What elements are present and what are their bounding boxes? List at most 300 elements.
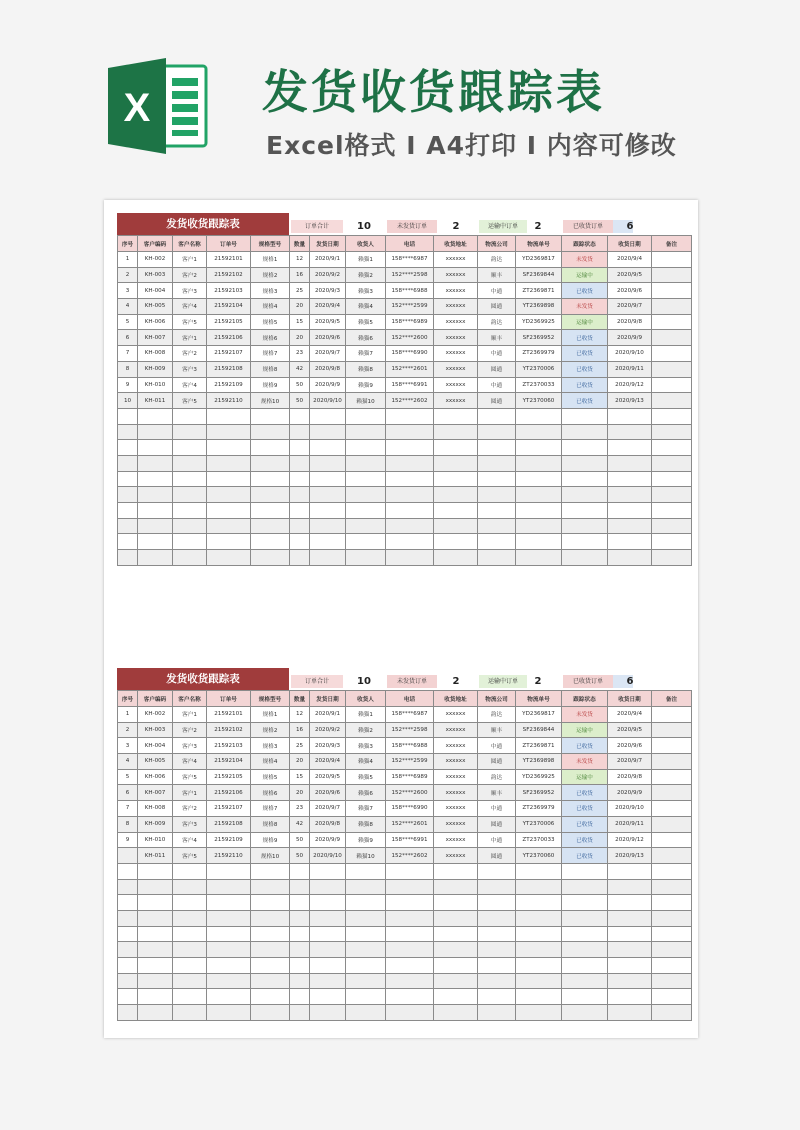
table-cell: 中通 [478,832,516,848]
empty-cell [652,471,692,487]
table-cell: 客户2 [173,722,207,738]
empty-cell [138,471,173,487]
table-cell: 20 [290,330,310,346]
table-cell: xxxxxx [434,393,478,409]
empty-cell [608,910,652,926]
empty-cell [290,958,310,974]
table-cell: 2020/9/8 [310,816,346,832]
table-cell: KH-009 [138,816,173,832]
empty-cell [173,942,207,958]
status-cell: 未发货 [562,754,608,770]
empty-cell [652,455,692,471]
empty-cell [290,518,310,534]
status-cell: 未发货 [562,252,608,268]
table-cell: 2020/9/3 [310,283,346,299]
table-cell: SF2369844 [516,267,562,283]
received-orders-value: 6 [626,676,634,687]
table-cell [652,252,692,268]
table-cell: 客户1 [173,707,207,723]
table-cell: ZT2369979 [516,801,562,817]
table-cell: 客户3 [173,283,207,299]
empty-cell [608,879,652,895]
table-cell: 2020/9/9 [310,832,346,848]
empty-cell [346,942,386,958]
table-cell: 赖猫8 [346,816,386,832]
empty-cell [478,958,516,974]
empty-cell [118,926,138,942]
table-cell: KH-011 [138,848,173,864]
empty-cell [386,534,434,550]
empty-cell [516,910,562,926]
empty-cell [562,440,608,456]
empty-cell [434,487,478,503]
table-cell: 2020/9/8 [608,769,652,785]
column-header: 收货人 [346,236,386,252]
empty-cell [173,958,207,974]
total-orders-value: 10 [357,221,371,232]
table-cell: 3 [118,738,138,754]
empty-cell [207,455,251,471]
table-cell: 2020/9/7 [310,801,346,817]
empty-row [118,471,692,487]
summary-bar [117,668,691,690]
table-cell: SF2369952 [516,330,562,346]
table-cell: 152****2602 [386,848,434,864]
table-cell: 中通 [478,377,516,393]
table-cell: 规格1 [251,707,290,723]
table-row [118,299,692,315]
empty-cell [434,879,478,895]
table-cell: ZT2369979 [516,346,562,362]
empty-cell [346,863,386,879]
status-cell: 已收货 [562,346,608,362]
empty-cell [173,926,207,942]
empty-cell [310,958,346,974]
empty-cell [562,518,608,534]
empty-cell [562,879,608,895]
table-cell: 韵达 [478,314,516,330]
table-cell: KH-005 [138,299,173,315]
empty-cell [608,424,652,440]
table-cell: 中通 [478,801,516,817]
table-cell: 10 [118,393,138,409]
table-cell: 规格4 [251,754,290,770]
column-header: 规格型号 [251,236,290,252]
empty-cell [310,863,346,879]
empty-cell [251,471,290,487]
empty-cell [346,973,386,989]
empty-cell [173,550,207,566]
empty-cell [346,550,386,566]
empty-cell [608,471,652,487]
empty-cell [290,503,310,519]
empty-cell [207,471,251,487]
column-header: 客户名称 [173,236,207,252]
column-header: 电话 [386,236,434,252]
table-cell: KH-005 [138,754,173,770]
empty-cell [516,534,562,550]
table-cell: xxxxxx [434,252,478,268]
column-header: 订单号 [207,236,251,252]
table-cell: 152****2602 [386,393,434,409]
table-cell: 158****6991 [386,377,434,393]
empty-row [118,942,692,958]
empty-cell [310,440,346,456]
table-cell: 21592103 [207,283,251,299]
table-cell: 圆通 [478,299,516,315]
empty-cell [434,534,478,550]
empty-cell [478,440,516,456]
empty-row [118,487,692,503]
empty-cell [173,863,207,879]
table-cell: xxxxxx [434,722,478,738]
empty-cell [118,455,138,471]
table-cell [118,848,138,864]
empty-cell [251,958,290,974]
empty-cell [173,471,207,487]
table-row [118,722,692,738]
table-cell: xxxxxx [434,785,478,801]
empty-cell [138,926,173,942]
empty-cell [652,550,692,566]
empty-cell [478,1005,516,1021]
table-row [118,848,692,864]
table-cell: 客户3 [173,361,207,377]
empty-cell [290,440,310,456]
empty-cell [652,424,692,440]
status-cell: 已收货 [562,801,608,817]
empty-cell [251,550,290,566]
empty-cell [516,503,562,519]
empty-cell [386,440,434,456]
table-cell: 20 [290,754,310,770]
table-cell [652,832,692,848]
status-cell: 运输中 [562,314,608,330]
table-cell: 21592104 [207,754,251,770]
empty-cell [290,1005,310,1021]
empty-cell [386,879,434,895]
empty-cell [251,989,290,1005]
empty-cell [138,424,173,440]
empty-row [118,503,692,519]
empty-cell [608,518,652,534]
empty-cell [652,1005,692,1021]
column-header: 电话 [386,691,434,707]
table-cell: 21592101 [207,707,251,723]
column-header: 物流公司 [478,691,516,707]
table-cell: 客户4 [173,832,207,848]
table-cell: 规格3 [251,738,290,754]
table-cell: 赖猫2 [346,267,386,283]
table-cell: 2 [118,722,138,738]
table-cell: 赖猫10 [346,848,386,864]
empty-cell [118,863,138,879]
table-cell: 赖猫9 [346,832,386,848]
table-cell: 赖猫6 [346,330,386,346]
empty-cell [118,440,138,456]
table-cell: 158****6989 [386,314,434,330]
empty-cell [346,534,386,550]
table-cell: 圆通 [478,361,516,377]
empty-cell [652,895,692,911]
table-cell: ZT2370033 [516,377,562,393]
column-header: 序号 [118,691,138,707]
status-cell: 已收货 [562,785,608,801]
table-cell: 中通 [478,738,516,754]
table-cell: 50 [290,377,310,393]
table-cell: xxxxxx [434,267,478,283]
empty-cell [310,973,346,989]
empty-cell [346,879,386,895]
table-cell: 2020/9/8 [608,314,652,330]
column-header: 跟踪状态 [562,691,608,707]
table-cell: 赖猫4 [346,754,386,770]
empty-cell [478,534,516,550]
empty-cell [118,879,138,895]
table-cell [652,816,692,832]
table-cell: 2020/9/2 [310,267,346,283]
table-cell [652,283,692,299]
empty-cell [251,424,290,440]
empty-cell [386,550,434,566]
empty-cell [310,408,346,424]
table-cell: 152****2599 [386,299,434,315]
table-cell: 2020/9/13 [608,848,652,864]
empty-cell [562,926,608,942]
column-header: 物流单号 [516,691,562,707]
empty-cell [207,942,251,958]
empty-cell [516,550,562,566]
empty-cell [207,408,251,424]
table-cell: 8 [118,816,138,832]
table-cell: 赖猫4 [346,299,386,315]
tracking-table [117,235,692,566]
empty-cell [652,958,692,974]
empty-row [118,910,692,926]
table-cell: 2020/9/13 [608,393,652,409]
empty-cell [562,1005,608,1021]
pending-orders-label: 未发货订单 [387,675,437,688]
table-cell: 规格5 [251,314,290,330]
table-cell: 2020/9/9 [608,785,652,801]
table-cell [652,707,692,723]
empty-cell [562,942,608,958]
table-cell: 客户3 [173,738,207,754]
empty-cell [290,895,310,911]
empty-cell [652,408,692,424]
empty-cell [516,926,562,942]
empty-cell [434,408,478,424]
table-cell: 25 [290,738,310,754]
empty-cell [310,926,346,942]
empty-cell [310,534,346,550]
empty-cell [138,1005,173,1021]
empty-cell [434,424,478,440]
table-cell: 2020/9/9 [310,377,346,393]
table-cell [652,769,692,785]
table-cell: 2020/9/6 [608,738,652,754]
empty-row [118,879,692,895]
table-cell: 客户5 [173,769,207,785]
empty-cell [251,503,290,519]
empty-cell [346,518,386,534]
table-cell: xxxxxx [434,283,478,299]
table-row [118,267,692,283]
table-cell: 15 [290,314,310,330]
table-cell: xxxxxx [434,801,478,817]
empty-cell [118,958,138,974]
empty-cell [434,863,478,879]
empty-row [118,534,692,550]
table-cell: 9 [118,832,138,848]
table-cell: KH-011 [138,393,173,409]
table-cell: 规格2 [251,722,290,738]
empty-cell [251,534,290,550]
empty-cell [562,424,608,440]
column-header: 数量 [290,691,310,707]
table-cell: 7 [118,346,138,362]
empty-cell [434,973,478,989]
transit-orders-label: 运输中订单 [479,220,527,233]
table-row [118,346,692,362]
empty-cell [118,424,138,440]
table-cell: YD2369925 [516,769,562,785]
empty-cell [478,487,516,503]
table-cell: YT2369898 [516,754,562,770]
table-cell: 2020/9/4 [608,252,652,268]
table-cell: 158****6987 [386,707,434,723]
empty-cell [478,926,516,942]
empty-cell [251,879,290,895]
table-cell: 152****2600 [386,785,434,801]
empty-cell [608,550,652,566]
table-cell [652,738,692,754]
table-cell: 2020/9/8 [310,361,346,377]
table-cell: 韵达 [478,769,516,785]
empty-cell [138,408,173,424]
column-header: 发货日期 [310,236,346,252]
column-header: 发货日期 [310,691,346,707]
table-cell: 50 [290,848,310,864]
table-cell: 2020/9/5 [310,314,346,330]
empty-cell [562,503,608,519]
empty-cell [207,910,251,926]
table-cell: 规格10 [251,393,290,409]
table-cell: 6 [118,785,138,801]
column-header: 规格型号 [251,691,290,707]
empty-cell [118,534,138,550]
column-header: 收货日期 [608,691,652,707]
empty-cell [478,518,516,534]
table-cell [652,267,692,283]
pending-orders-value: 2 [452,221,460,232]
table-cell: KH-007 [138,330,173,346]
empty-cell [207,973,251,989]
table-cell: YD2369925 [516,314,562,330]
table-cell: xxxxxx [434,848,478,864]
empty-cell [346,989,386,1005]
table-cell: 5 [118,314,138,330]
table-cell: KH-007 [138,785,173,801]
table-cell: KH-003 [138,722,173,738]
table-cell: xxxxxx [434,738,478,754]
empty-cell [562,910,608,926]
total-orders-value: 10 [357,676,371,687]
empty-row [118,958,692,974]
empty-cell [516,471,562,487]
empty-cell [652,942,692,958]
table-cell: 2020/9/4 [310,299,346,315]
table-cell: 圆通 [478,816,516,832]
table-cell: 1 [118,252,138,268]
table-cell: 152****2598 [386,267,434,283]
column-header: 订单号 [207,691,251,707]
empty-cell [173,910,207,926]
empty-cell [386,518,434,534]
table-cell: 21592101 [207,252,251,268]
empty-cell [478,989,516,1005]
empty-cell [478,424,516,440]
empty-cell [516,408,562,424]
table-cell: 顺丰 [478,267,516,283]
table-cell: 圆通 [478,754,516,770]
column-header: 客户编码 [138,236,173,252]
logo-letter: X [123,86,151,130]
empty-cell [310,550,346,566]
table-cell: 152****2599 [386,754,434,770]
table-cell: 规格7 [251,801,290,817]
table-cell: 顺丰 [478,330,516,346]
table-cell: 规格7 [251,346,290,362]
status-cell: 已收货 [562,738,608,754]
table-cell: 16 [290,267,310,283]
status-cell: 已收货 [562,832,608,848]
table-cell: 客户2 [173,346,207,362]
empty-cell [207,550,251,566]
table-cell: xxxxxx [434,299,478,315]
empty-cell [608,973,652,989]
column-header: 客户名称 [173,691,207,707]
empty-cell [251,926,290,942]
empty-cell [608,534,652,550]
table-cell: 21592109 [207,377,251,393]
empty-cell [386,910,434,926]
empty-cell [118,942,138,958]
table-cell: 21592110 [207,393,251,409]
table-cell: 20 [290,785,310,801]
table-cell: YT2370006 [516,816,562,832]
empty-cell [310,503,346,519]
empty-cell [290,863,310,879]
table-cell: KH-010 [138,832,173,848]
empty-cell [251,455,290,471]
empty-cell [138,550,173,566]
table-cell: xxxxxx [434,769,478,785]
empty-cell [138,455,173,471]
empty-row [118,440,692,456]
empty-cell [173,879,207,895]
empty-cell [478,550,516,566]
table-cell: KH-006 [138,314,173,330]
empty-cell [310,942,346,958]
table-cell: 2020/9/3 [310,738,346,754]
table-cell: 152****2600 [386,330,434,346]
empty-cell [138,440,173,456]
empty-cell [138,487,173,503]
table-cell: 2020/9/11 [608,361,652,377]
table-cell: KH-004 [138,738,173,754]
empty-cell [346,926,386,942]
